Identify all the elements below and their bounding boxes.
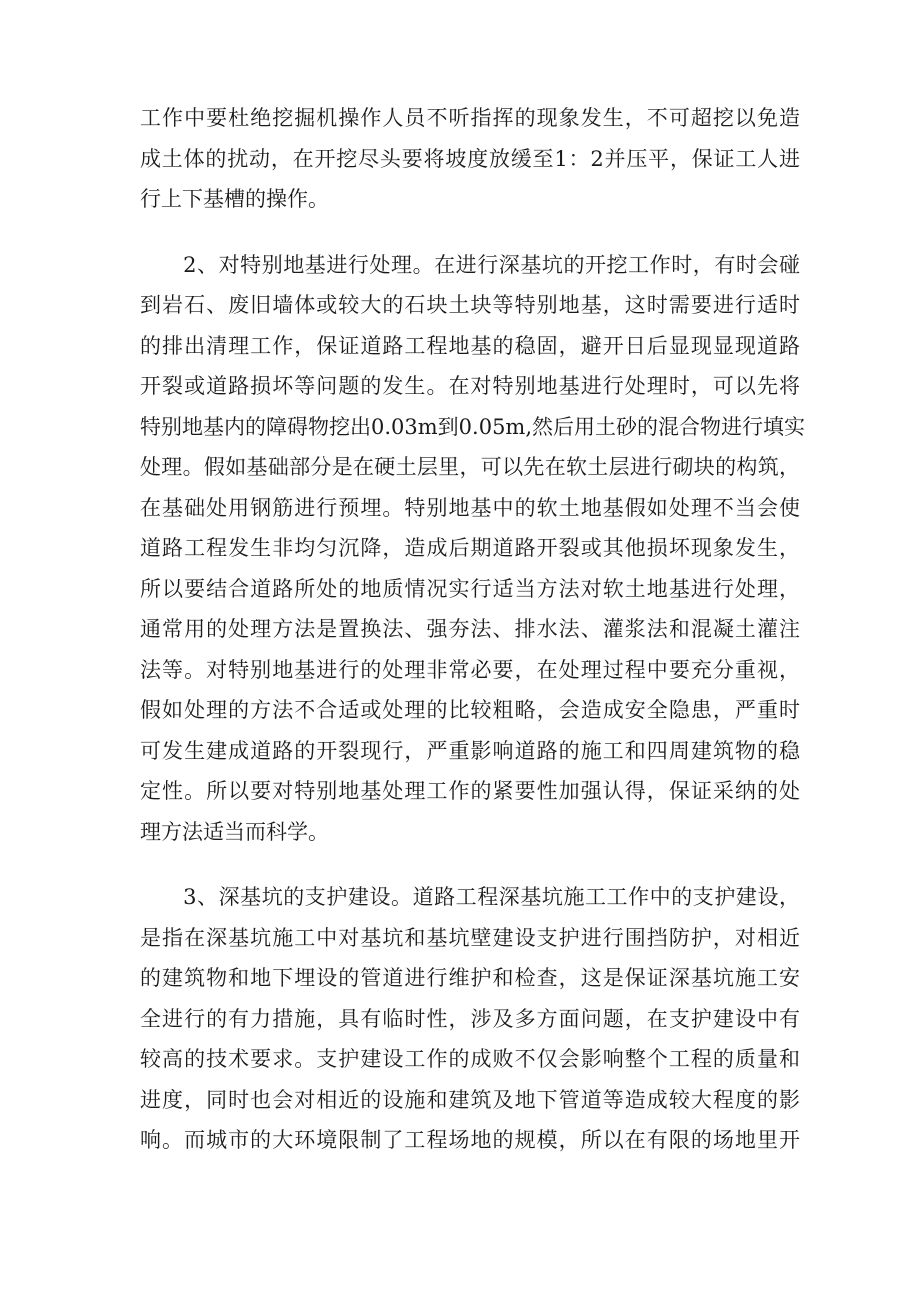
text-line: 行上下基槽的操作。: [140, 187, 329, 211]
text-line: 理方法适当而科学。: [140, 819, 329, 844]
text-line: 开裂或道路损坏等问题的发生。在对特别地基进行处理时，可以先将: [140, 374, 800, 398]
text-line: 假如处理的方法不合适或处理的比较粗略，会造成安全隐患，严重时: [140, 698, 800, 722]
text-line: 较高的技术要求。支护建设工作的成败不仅会影响整个工程的质量和: [140, 1047, 800, 1071]
text-line: 在基础处用钢筋进行预埋。特别地基中的软土地基假如处理不当会使: [140, 495, 800, 520]
text-line: 进度，同时也会对相近的设施和建筑及地下管道等造成较大程度的影: [140, 1087, 800, 1112]
text-line: 定性。所以要对特别地基处理工作的紧要性加强认得，保证采纳的处: [140, 779, 800, 803]
paragraph-special-foundation: [140, 245, 806, 853]
text-line: 工作中要杜绝挖掘机操作人员不听指挥的现象发生，不可超挖以免造: [140, 106, 800, 130]
text-line: 通常用的处理方法是置换法、强夯法、排水法、灌浆法和混凝土灌注: [140, 617, 800, 641]
text-line: 法等。对特别地基进行的处理非常必要，在处理过程中要充分重视，: [140, 657, 800, 682]
text-line: 到岩石、废旧墙体或较大的石块土块等特别地基，这时需要进行适时: [140, 293, 800, 317]
text-line: 响。而城市的大环境限制了工程场地的规模，所以在有限的场地里开: [140, 1128, 800, 1152]
text-line: 可发生建成道路的开裂现行，严重影响道路的施工和四周建筑物的稳: [140, 738, 800, 763]
paragraph-support-construction: [140, 877, 800, 1161]
paragraph-excavation-control: [140, 98, 800, 220]
text-line: 所以要结合道路所处的地质情况实行适当方法对软土地基进行处理，: [140, 576, 800, 601]
document-body: [140, 98, 806, 1161]
text-line: 是指在深基坑施工中对基坑和基坑壁建设支护进行围挡防护，对相近: [140, 925, 800, 950]
paragraph-gap: [140, 852, 800, 877]
text-line: 的排出清理工作，保证道路工程地基的稳固，避开日后显现显现道路: [140, 333, 800, 358]
text-line: 成土体的扰动，在开挖尽头要将坡度放缓至1：2并压平，保证工人进: [140, 146, 800, 171]
text-line: 处理。假如基础部分是在硬土层里，可以先在软土层进行砌块的构筑，: [140, 455, 800, 479]
text-line: 2、对特别地基进行处理。在进行深基坑的开挖工作时，有时会碰: [140, 252, 800, 277]
text-line: 的建筑物和地下埋设的管道进行维护和检查，这是保证深基坑施工安: [140, 966, 800, 990]
text-line: 全进行的有力措施，具有临时性，涉及多方面问题，在支护建设中有: [140, 1006, 800, 1031]
paragraph-gap: [140, 220, 800, 245]
text-line: 道路工程发生非均匀沉降，造成后期道路开裂或其他损坏现象发生，: [140, 536, 800, 560]
text-line: 特别地基内的障碍物挖出0.03m到0.05m,然后用土砂的混合物进行填实: [140, 414, 806, 439]
text-line: 3、深基坑的支护建设。道路工程深基坑施工工作中的支护建设，: [140, 885, 800, 909]
